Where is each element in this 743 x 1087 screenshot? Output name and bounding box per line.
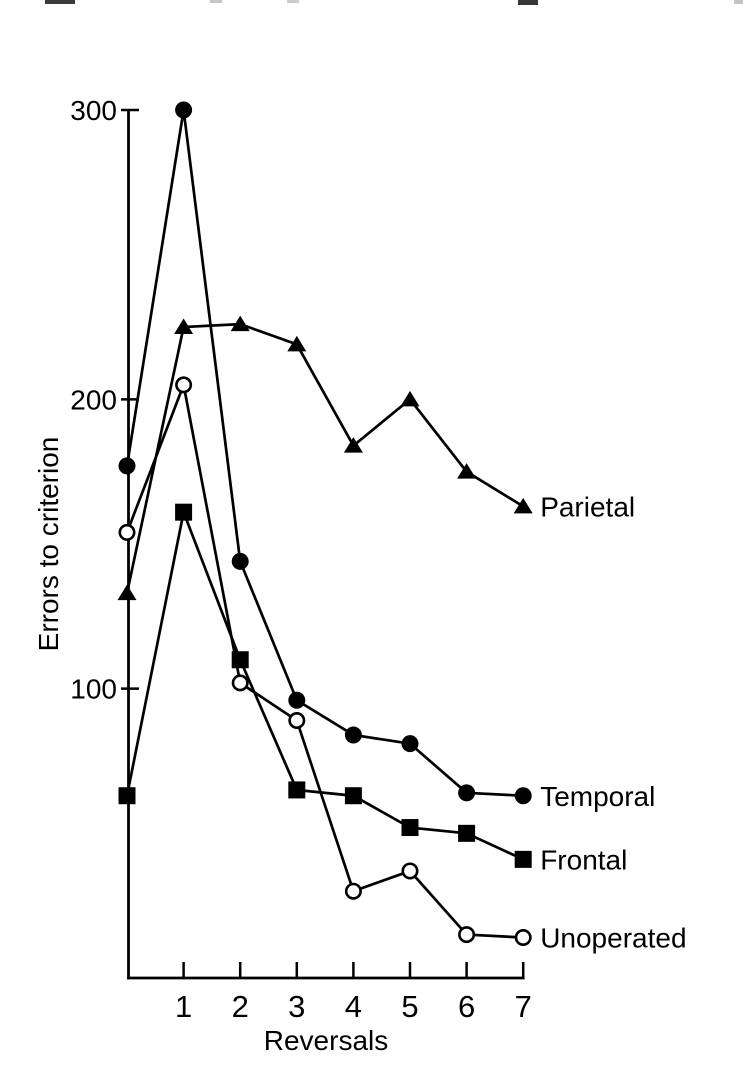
data-point-parietal bbox=[457, 463, 476, 479]
data-point-unoperated bbox=[290, 713, 304, 727]
series-label-temporal: Temporal bbox=[540, 780, 656, 812]
data-point-frontal bbox=[515, 851, 532, 868]
x-tick-label: 4 bbox=[344, 989, 363, 1024]
data-point-unoperated bbox=[346, 884, 360, 898]
data-point-temporal bbox=[402, 735, 419, 752]
data-point-frontal bbox=[402, 819, 419, 836]
page-crop-artifact bbox=[734, 0, 743, 4]
data-point-unoperated bbox=[176, 378, 190, 392]
data-point-temporal bbox=[345, 726, 362, 743]
x-tick-label: 1 bbox=[174, 989, 193, 1024]
data-point-temporal bbox=[232, 553, 249, 570]
data-point-temporal bbox=[119, 457, 136, 474]
data-point-temporal bbox=[175, 102, 192, 119]
x-tick-label: 5 bbox=[401, 989, 419, 1024]
y-tick-label: 100 bbox=[70, 673, 117, 705]
series-line-temporal bbox=[127, 110, 523, 796]
data-point-temporal bbox=[515, 787, 532, 804]
y-tick-label: 300 bbox=[70, 95, 117, 127]
data-point-parietal bbox=[401, 391, 420, 407]
x-tick-label: 7 bbox=[514, 989, 532, 1024]
data-point-temporal bbox=[288, 692, 305, 709]
data-point-unoperated bbox=[403, 864, 417, 878]
x-tick-label: 2 bbox=[231, 989, 249, 1024]
data-point-frontal bbox=[458, 825, 475, 842]
x-tick-label: 6 bbox=[457, 989, 476, 1024]
data-point-parietal bbox=[514, 498, 533, 514]
data-point-frontal bbox=[345, 787, 362, 804]
x-tick-label: 3 bbox=[288, 989, 306, 1024]
data-point-unoperated bbox=[120, 525, 134, 539]
data-point-frontal bbox=[119, 787, 136, 804]
y-tick-label: 200 bbox=[70, 384, 117, 416]
series-line-parietal bbox=[127, 324, 523, 593]
page-crop-artifact bbox=[210, 0, 222, 3]
data-point-unoperated bbox=[459, 927, 473, 941]
page-crop-artifact bbox=[287, 0, 299, 3]
data-point-unoperated bbox=[516, 930, 530, 944]
data-point-frontal bbox=[232, 651, 249, 668]
data-point-frontal bbox=[288, 781, 305, 798]
data-point-parietal bbox=[287, 336, 306, 352]
data-point-unoperated bbox=[233, 676, 247, 690]
page-crop-artifact bbox=[45, 0, 75, 4]
data-point-parietal bbox=[118, 585, 137, 601]
page-crop-artifact bbox=[518, 0, 538, 5]
series-label-parietal: Parietal bbox=[540, 491, 636, 523]
y-axis-title: Errors to criterion bbox=[33, 436, 65, 652]
data-point-frontal bbox=[175, 504, 192, 521]
series-label-unoperated: Unoperated bbox=[540, 922, 687, 954]
x-axis-title: Reversals bbox=[263, 1025, 389, 1056]
data-point-temporal bbox=[458, 784, 475, 801]
series-label-frontal: Frontal bbox=[540, 844, 628, 876]
